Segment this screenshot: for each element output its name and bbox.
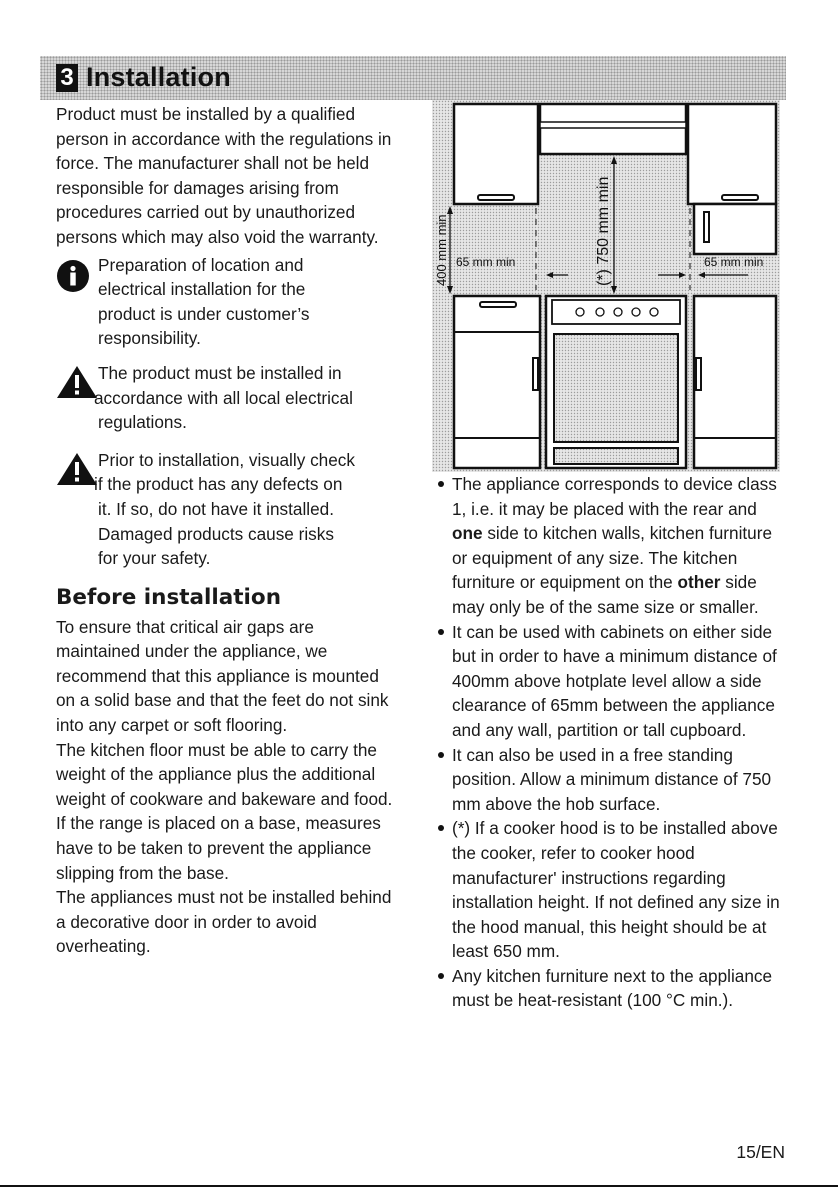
warning-note-line: Damaged products cause risks [98,523,334,544]
warning-note-defects [56,448,402,571]
section-header [40,56,786,100]
emphasis-text: one [452,523,483,544]
drawer-handle [480,302,516,307]
warning-note-line: if the product has any defects on [94,474,343,495]
dimension-label-400: 400 mm min [434,214,449,286]
list-item: Any kitchen furniture next to the appliance must be heat-resistant (100 °C min.). [436,964,786,1013]
left-upper-cabinet [454,104,538,204]
list-item: It can also be used in a free standing position. Allow a minimum distance of 750 mm above the hob surface. [436,743,786,817]
warning-note-line: The product must be installed in [98,362,342,383]
info-note [56,253,402,351]
cabinet-handle [704,212,709,242]
page-number: 15/EN [736,1142,785,1162]
control-panel [552,300,680,324]
warning-icon [56,365,98,399]
hood-trim [540,122,686,128]
info-icon [56,259,90,293]
left-column [56,102,402,959]
warning-note-line: accordance with all local electrical [94,387,353,408]
before-installation-paragraph: The kitchen floor must be able to carry the weight of the appliance plus the additional weight of cookware and bakeware and food. [56,739,393,809]
right-base-cabinet [694,296,776,468]
warning-note-line: regulations. [98,412,187,433]
info-note-line: responsibility. [98,328,201,349]
info-note-line: product is under customer’s [98,303,310,324]
info-note-line: Preparation of location and [98,254,304,275]
right-column [436,472,786,1013]
dimension-label-65-left: 65 mm min [456,255,516,269]
storage-drawer [554,448,678,464]
intro-paragraph: Product must be installed by a qualified person in accordance with the regulations in force. The manufacturer shall not be held responsible for damages arising from procedures carried out by unauthorized persons which may also void the warranty. [56,104,392,247]
oven-door [554,334,678,442]
right-upper-cabinet [688,104,776,204]
section-title: Installation [86,62,231,92]
cabinet-handle [478,195,514,200]
bullet-text: side to kitchen walls, kitchen furniture or equipment of any size. The kitchen furniture or equipment on the [452,523,773,593]
warning-note-line: it. If so, do not have it installed. [98,498,334,519]
warning-icon [56,452,98,486]
footer-rule [0,1185,838,1187]
warning-note-line: for your safety. [98,548,211,569]
dimension-label-65-right: 65 mm min [704,255,764,269]
emphasis-text: other [677,572,721,593]
cabinet-handle [696,358,701,390]
installation-clearance-diagram [432,100,780,472]
warning-note-line: Prior to installation, visually check [98,449,355,470]
installation-bullets [436,472,786,1013]
list-item: (*) If a cooker hood is to be installed above the cooker, refer to cooker hood manufacturer' instructions regarding installation height. If not defined any size in the hood manual, this height should be at least 650 mm. [436,816,786,964]
warning-note-electrical [56,361,402,435]
cabinet-handle [722,195,758,200]
left-base-cabinet [454,296,540,468]
list-item [436,472,786,620]
before-installation-paragraph: To ensure that critical air gaps are maintained under the appliance, we recommend that this appliance is mounted on a solid base and that the feet do not sink into any carpet or soft flooring. [56,616,389,736]
before-installation-paragraph: If the range is placed on a base, measures have to be taken to prevent the appliance slipping from the base. [56,813,381,883]
list-item: It can be used with cabinets on either side but in order to have a minimum distance of 400mm above hotplate level allow a side clearance of 65mm between the appliance and any wall, partition or tall cupboard. [436,620,786,743]
bullet-text: side may only be of the same size or smaller. [452,572,759,617]
bullet-text: The appliance corresponds to device class 1, i.e. it may be placed with the rear and [452,474,777,519]
section-number: 3 [56,64,78,92]
before-installation-paragraph: The appliances must not be installed behind a decorative door in order to avoid overheating. [56,887,392,957]
dimension-label-750: (*) 750 mm min [595,176,612,286]
cooker-hood [540,104,686,154]
info-note-line: electrical installation for the [98,279,306,300]
cabinet-handle [533,358,538,390]
before-installation-heading: Before installation [56,584,281,610]
